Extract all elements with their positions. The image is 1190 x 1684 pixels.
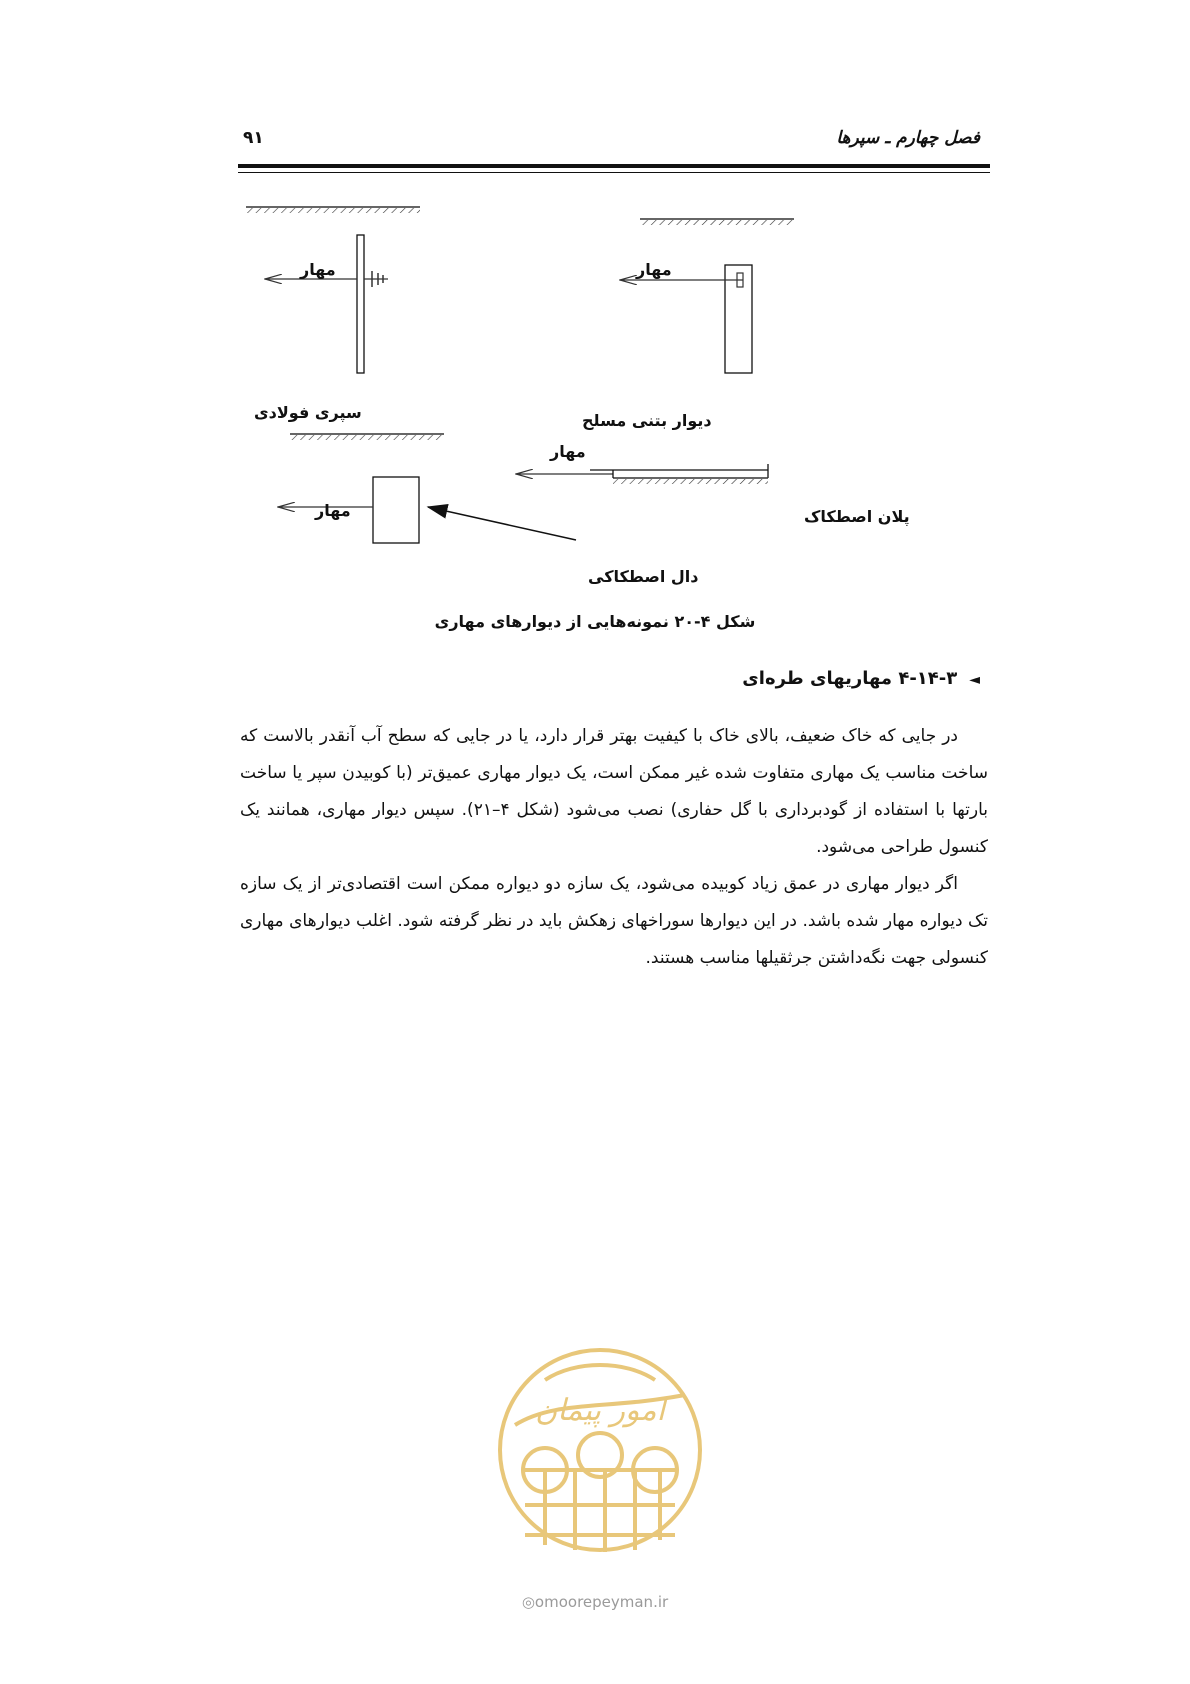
reinforced-concrete-wall-diagram (620, 219, 794, 373)
friction-plan-diagram (516, 464, 768, 484)
globe-icon: ◎ (521, 1593, 535, 1611)
paragraph-1-text: در جایی که خاک ضعیف، بالای خاک با کیفیت بهتر قرار دارد، یا در جایی که سطح آب آنقدر بالاست که ساخت مناسب یک مهاری متفاوت شده غیر ممکن است، یک دیوار مهاری عمیق‌تر (با کوبیدن سپر یا ساخت بارتها با استفاده از گودبرداری با گل حفاری) نصب می‌شود (شکل ۴–۲۱). سپس دیوار مهاری، همانند یک کنسول طراحی می‌شود. (240, 726, 988, 857)
figure-anchor-walls (238, 205, 990, 655)
paragraph-1 (240, 718, 988, 866)
section-heading (742, 668, 980, 689)
figure-drawing (238, 205, 990, 655)
label-anchor-slab: مهار (315, 501, 351, 520)
label-anchor-concrete: مهار (636, 260, 672, 279)
friction-slab-diagram (278, 434, 576, 543)
steel-sheet-pile-diagram (246, 207, 420, 373)
label-friction-plan: پلان اصطکاک (804, 507, 910, 526)
bullet-icon: ◄ (969, 672, 980, 688)
watermark-url (0, 1593, 1190, 1611)
label-anchor-plan: مهار (550, 442, 586, 461)
label-anchor-steel: مهار (300, 260, 336, 279)
chapter-title: فصل چهارم ـ سپرها (836, 128, 980, 148)
label-friction-slab: دال اصطکاکی (588, 567, 699, 586)
label-steel-sheet-pile: سپری فولادی (254, 403, 362, 422)
figure-caption: شکل ۴-۲۰ نمونه‌هایی از دیوارهای مهاری (434, 612, 756, 631)
watermark-logo-text: امور پیمان (535, 1393, 665, 1428)
paragraph-2 (240, 866, 988, 977)
page-number: ۹۱ (243, 128, 264, 148)
watermark-logo-graphic (485, 1340, 715, 1580)
section-heading-text: ۴-۱۴-۳ مهاریهای طره‌ای (742, 668, 958, 689)
header-rule-thick (238, 164, 990, 168)
watermark-logo (485, 1340, 715, 1580)
label-reinforced-concrete-wall: دیوار بتنی مسلح (582, 411, 712, 430)
watermark-url-text: omoorepeyman.ir (534, 1593, 669, 1611)
header-rule-thin (238, 172, 990, 173)
paragraph-2-text: اگر دیوار مهاری در عمق زیاد کوبیده می‌شود، یک سازه دو دیواره ممکن است اقتصادی‌تر از یک سازه تک دیواره مهار شده باشد. در این دیوارها سوراخهای زهکش باید در نظر گرفته شود. اغلب دیوارهای مهاری کنسولی جهت نگه‌داشتن جرثقیلها مناسب هستند. (240, 874, 988, 968)
